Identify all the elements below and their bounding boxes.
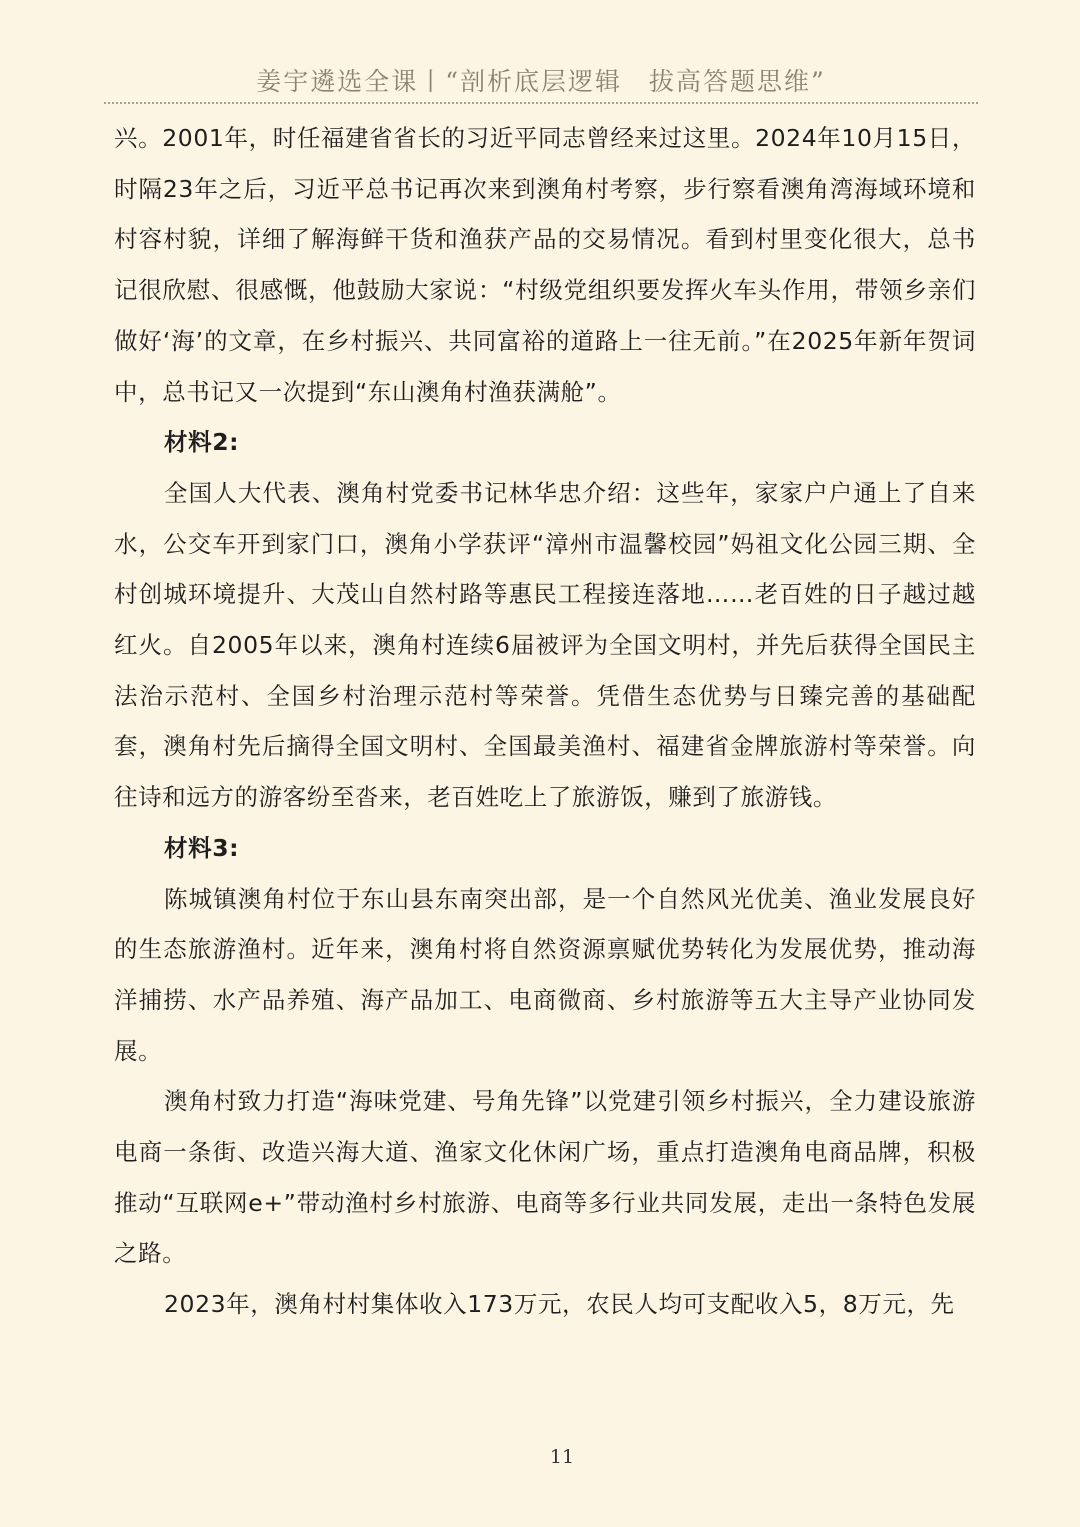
paragraph-material-2: 全国人大代表、澳角村党委书记林华忠介绍：这些年，家家户户通上了自来水，公交车开到家门口，澳角小学获评“漳州市温馨校园”妈祖文化公园三期、全村创城环境提升、大茂山自然村路等惠民工程接连落地……老百姓的日子越过越红火。自2005年以来，澳角村连续6届被评为全国文明村，并先后获得全国民主法治示范村、全国乡村治理示范村等荣誉。凭借生态优势与日臻完善的基础配套，澳角村先后摘得全国文明村、全国最美渔村、福建省金牌旅游村等荣誉。向往诗和远方的游客纷至沓来，老百姓吃上了旅游饭，赚到了旅游钱。 <box>114 478 976 812</box>
running-header: 姜宇遴选全课丨“剖析底层逻辑 拔高答题思维” <box>256 67 826 96</box>
document-body <box>114 113 976 1330</box>
page-number: 11 <box>549 1446 575 1468</box>
paragraph-material-3-income: 2023年，澳角村村集体收入173万元，农民人均可支配收入5，8万元，先 <box>164 1290 955 1319</box>
paragraph-material-3-party-building: 澳角村致力打造“海味党建、号角先锋”以党建引领乡村振兴，全力建设旅游电商一条街、改造兴海大道、渔家文化休闲广场，重点打造澳角电商品牌，积极推动“互联网e+”带动渔村乡村旅游、电商等多行业共同发展，走出一条特色发展之路。 <box>114 1087 976 1268</box>
paragraph-material-3-intro: 陈城镇澳角村位于东山县东南突出部，是一个自然风光优美、渔业发展良好的生态旅游渔村。近年来，澳角村将自然资源禀赋优势转化为发展优势，推动海洋捕捞、水产品养殖、海产品加工、电商微商、乡村旅游等五大主导产业协同发展。 <box>114 884 976 1065</box>
paragraph-continuation: 兴。2001年，时任福建省省长的习近平同志曾经来过这里。2024年10月15日，时隔23年之后，习近平总书记再次来到澳角村考察，步行察看澳角湾海域环境和村容村貌，详细了解海鲜干货和渔获产品的交易情况。看到村里变化很大，总书记很欣慰、很感慨，他鼓励大家说：“村级党组织要发挥火车头作用，带领乡亲们做好‘海’的文章，在乡村振兴、共同富裕的道路上一往无前。”在2025年新年贺词中，总书记又一次提到“东山澳角村渔获满舱”。 <box>114 124 976 406</box>
section-heading-material-3: 材料3: <box>164 833 240 862</box>
header-divider <box>104 102 978 104</box>
section-heading-material-2: 材料2: <box>164 428 240 457</box>
